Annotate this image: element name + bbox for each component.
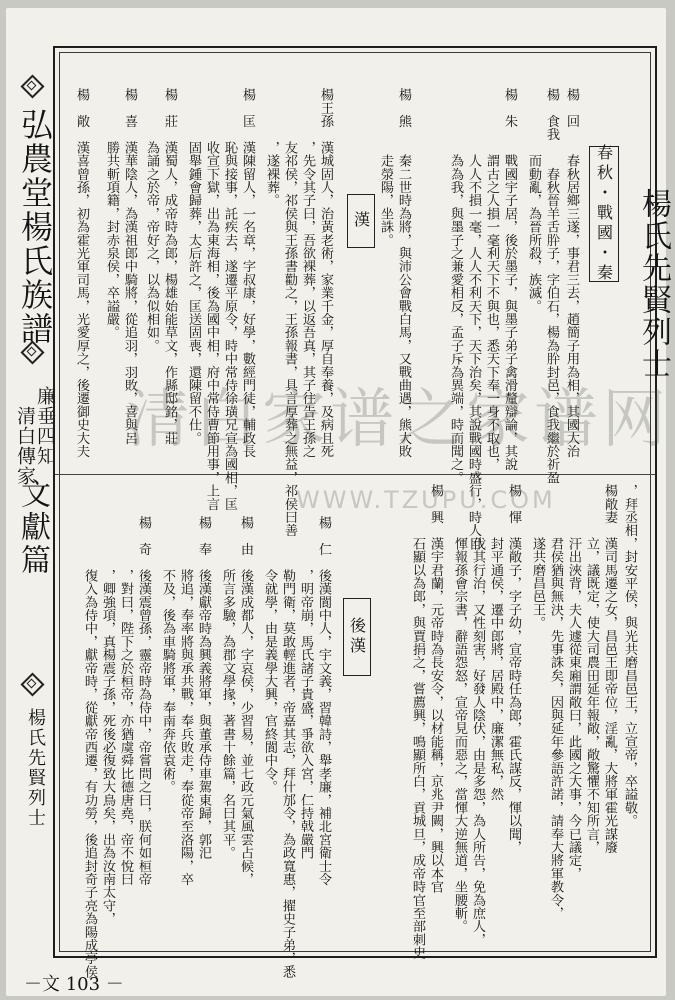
entry-column: ，先令其子曰，吾欲裸葬，以返吾真，其子往告王孫之 (300, 88, 315, 458)
era-heading-box: 漢 (347, 194, 375, 248)
entry-column: 楊敞妻 漢司馬遷之女，昌邑王即帝位，淫亂，大將軍霍光謀廢 (602, 484, 617, 854)
entry-column: 楊 喜 漢華陰人，為漢祖郎中騎將，從追羽，羽敗，喜與呂 (122, 88, 137, 445)
entry-column: 楊 奉 後漢獻帝時為興義將軍，與董承侍車駕東歸，郭汜 (196, 516, 211, 860)
entry-column: 友祁侯，祁侯與王孫書勸之，王孫報書，具言厚葬之無益，祁侯曰善 (282, 88, 297, 537)
watermark-url: WWW.TZUPU.COM (296, 486, 556, 514)
entry-column: 走滎陽，坐誅。 (378, 88, 393, 247)
era-heading-box: 春秋・戰國・秦 (589, 146, 619, 282)
diamond-emblem-icon (20, 74, 42, 96)
motto-column: 廉垂四知 (34, 386, 56, 466)
entry-column: 遂共磨昌邑王。 (530, 484, 545, 630)
entry-column: 楊 食我 春秋晉羊舌肸子，字伯石，楊為肸封邑，食我繼於祈盈 (544, 88, 559, 484)
entry-column: 為誦之於帝，帝好之，以為似相如。 (144, 88, 159, 352)
entry-column: 復入為侍中，獻帝時，從獻帝西遷，有功勞，後追封奇子亮為陽成亭侯 (82, 516, 97, 978)
entry-column: 楊 朱 戰國宇子居，後於墨子，與墨子弟子禽滑釐辯論，其說 (502, 88, 517, 471)
entry-column: 楊 回 春秋居鄉三遂，事君三去，趙簡子用為相，其國大治 (564, 88, 579, 458)
entry-column: 楊 熊 秦二世時為將，與沛公會戰白馬，又戰曲遇，熊大敗 (396, 88, 411, 458)
entry-column: 勒門衛，莫敢輕進者，帝嘉其志，拜什邡令，為政寬惠，擢史子弟，悉 (280, 516, 295, 978)
entry-column: 楊 由 後漢成都人，字哀侯，少習易，並七政元氣風雲占候， (238, 516, 253, 886)
entry-column: ，卿強項，真楊震子孫，死後必復致大鳥矣，出為汝南太守， (100, 516, 115, 926)
entry-column: 楊 興 漢宇君蘭，元帝時為長安令，以材能稱，京兆尹闕，興以本官 (428, 484, 443, 894)
entry-column: 石顯以為郎，與賈捐之，嘗薦興，鳴顯所白，貢城旦，成帝時官至部刺史 (410, 484, 425, 960)
entry-column: 楊 奇 後漢震曾孫，靈帝時為侍中，帝嘗問之曰，朕何如桓帝 (136, 516, 151, 886)
entry-column: ，對曰，陛下之於桓帝，亦猶虞舜比德唐堯，帝不悅曰 (118, 516, 133, 886)
entry-column: 惲報孫會宗書，辭語怨怒，宣帝見而惡之，當惲大逆無道，坐腰斬。 (452, 484, 467, 933)
watermark-text: 清白家谱之家谱网 (126, 383, 670, 457)
entry-column: 立，議既定，使大司農田延年報敞，敞驚懼不知所言， (584, 484, 599, 854)
entry-column: 為為我，與墨子之兼愛相反，孟子斥為異端，時而聞之。 (448, 88, 463, 484)
entry-column: ，拜丞相，封安平侯，與光共磨昌邑王，立宣帝，卒謚敬。 (622, 484, 637, 828)
section-name: 文獻篇 (15, 478, 50, 577)
entry-column: 勝共斬項籍，封赤泉侯，卒謚嚴。 (104, 88, 119, 339)
side-chapter-title: 楊氏先賢列士 (25, 708, 46, 828)
entry-column: 收宣下獄，出為東海相，後為國中相，府中常侍曹節用事，上言 (204, 88, 219, 511)
entry-column: 楊 莊 漢蜀人，成帝時為郎，楊雄始能草文，作縣邸銘，莊 (162, 88, 177, 445)
entry-column: 楊 惲 漢敞子，字子幼，宣帝時任為郎，霍氏謀反，惲以聞， (506, 484, 521, 854)
page-title: 楊氏先賢列士 (636, 188, 671, 380)
entry-column: 不及，後為車騎將軍，奉南奔依袁術。 (160, 516, 175, 794)
entry-column: 令就學，由是義學大興，官終閬中令。 (262, 516, 277, 794)
entry-column: 封平通侯，遷中郎將，居殿中，廉潔無私，然 (488, 484, 503, 801)
entry-column: 伐其行治，又性刻害，好發人陰伏，由是多怨，為人所告，免為庶人， (470, 484, 485, 946)
document-page (6, 8, 671, 996)
entry-column: ，遂裸葬。 (264, 88, 279, 207)
entry-column: 將追，奉率將與承共戰，奉兵敗走，奉從帝至洛陽，卒 (178, 516, 193, 886)
entry-column: 恥與接事，託疾去，遂遷平原令，時中常侍徐璜兄宣為國相，匡 (222, 88, 237, 511)
diamond-emblem-icon (20, 672, 42, 694)
entry-column: 楊 敞 漢喜曾孫，初為霍光軍司馬，光愛厚之，後遷御史大夫 (74, 88, 89, 458)
entry-column: ，明帝崩，馬氏諸子貴盛，爭欲入宮，仁持戟嚴門 (298, 516, 313, 860)
entry-column: 楊 匡 漢陳留人，一名章，字叔康，好學，數經門徒，輔政長 (240, 88, 255, 458)
motto-column: 清白傳家 (14, 406, 36, 486)
entry-column: 楊王孫 漢城固人，治黃老術，家業千金，厚自奉養，及病且死 (318, 88, 333, 458)
era-heading-box: 後漢 (343, 598, 371, 676)
page-folio: －文 103 － (24, 974, 124, 995)
entry-column: 汗出浹背，夫人遽從東廂謂敞曰，此國之大事，今已議定， (566, 484, 581, 880)
entry-column: 固舉鍾會歸葬，太后許之，匡送固喪，還陳留不仕。 (186, 88, 201, 445)
entry-column: 人人不損一毫，人人不利天下，天下治矣，其說戰國時盛行，時人目 (466, 88, 481, 550)
entry-column: 楊 仁 後漢閬中人，宇文義，習韓詩，舉孝廉，補北宮衛士令 (316, 516, 331, 886)
entry-column: 而動亂，為晉所殺，族滅。 (526, 88, 541, 313)
entry-column: 謂古之人損一毫利天下不與也，悉天下奉一身不取也， (484, 88, 499, 471)
entry-column: 君侯猶與無決，先事誅矣，因與延年參語許諾，請奉大將軍教令， (548, 484, 563, 920)
book-brand-title: 弘農堂楊氏族譜 (16, 108, 54, 346)
entry-column: 所言多驗，為郡文學掾，著書十餘篇，名曰其平。 (220, 516, 235, 860)
